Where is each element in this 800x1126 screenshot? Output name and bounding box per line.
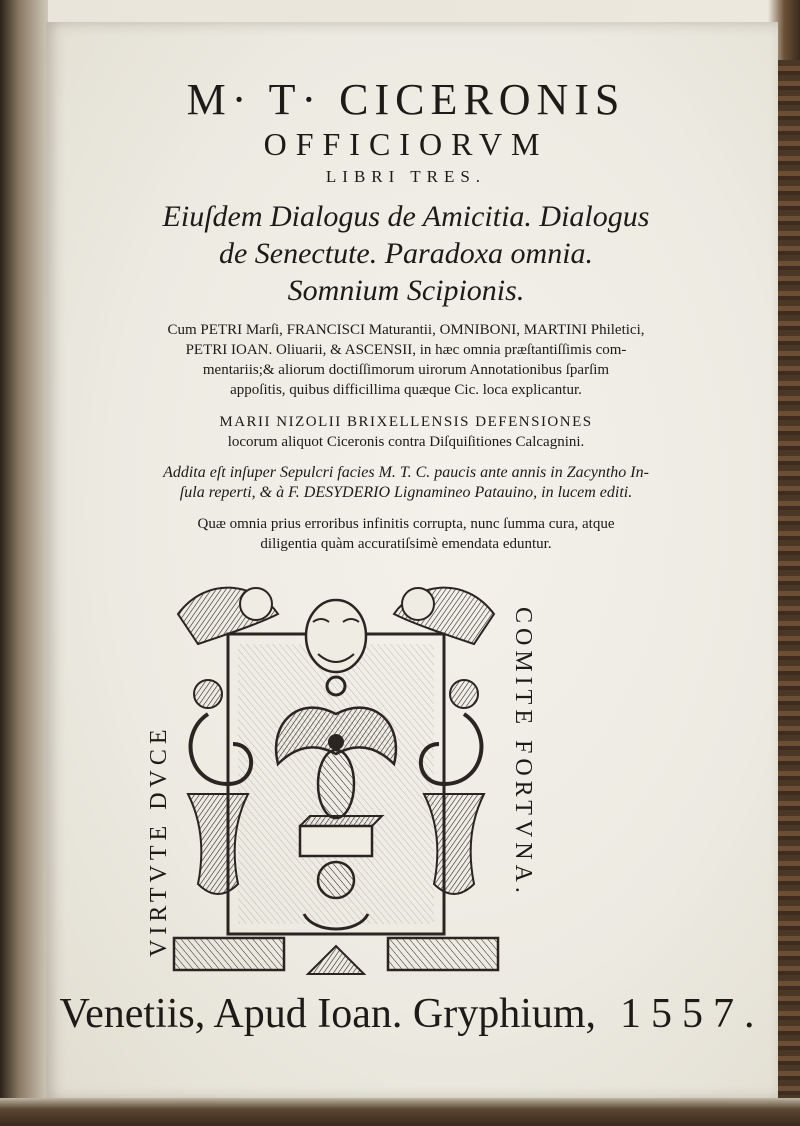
spine-shadow <box>0 0 48 1126</box>
subtitle-line-3: Somnium Scipionis. <box>287 274 525 307</box>
printer-device-woodcut <box>168 574 504 980</box>
motto-left-text: VIRTVTE DVCE <box>146 724 172 957</box>
title-page <box>46 22 778 1100</box>
defensiones-line-1: MARII NIZOLII BRIXELLENSIS DEFENSIONES <box>219 414 593 430</box>
subtitle-line-2: de Senectute. Paradoxa omnia. <box>218 237 594 270</box>
title-line-2: OFFICIORVM <box>263 126 549 162</box>
motto-right-text: COMITE FORTVNA. <box>510 607 536 898</box>
note-line-1: Quæ omnia prius erroribus infinitis corrupta, nunc ſumma cura, atque <box>197 516 615 532</box>
addita-line-2: ſula reperti, & à F. DESYDERIO Lignamineo Patauino, in lucem editi. <box>179 484 633 501</box>
commentary-line-1: Cum PETRI Marſi, FRANCISCI Maturantii, OMNIBONI, MARTINI Philetici, <box>167 322 645 338</box>
subtitle-line-1: Eiuſdem Dialogus de Amicitia. Dialogus <box>162 200 650 233</box>
note-line-2: diligentia quàm accuratiſsimè emendata eduntur. <box>260 536 552 552</box>
defensiones-line-2: locorum aliquot Ciceronis contra Diſquiſitiones Calcagnini. <box>227 434 585 450</box>
commentary-line-2: PETRI IOAN. Oliuarii, & ASCENSII, in hæc omnia præſtantiſſimis com- <box>185 342 627 358</box>
addita-line-1: Addita eſt inſuper Sepulcri facies M. T. C. paucis ante annis in Zacyntho In- <box>163 464 649 481</box>
cover-board-edge <box>778 60 800 1126</box>
imprint-place-printer: Venetiis, Apud Ioan. Gryphium, <box>59 991 597 1037</box>
imprint <box>46 990 778 1038</box>
book-bottom-edge <box>0 1098 800 1126</box>
title-line-3: LIBRI TRES. <box>325 167 487 186</box>
printer-device-motto-right <box>506 607 536 957</box>
title-line-1: M· T· CICERONIS <box>186 75 626 124</box>
commentary-line-4: appoſitis, quibus difficillima quæque Cic. loca explicantur. <box>230 382 582 398</box>
imprint-year: 1557. <box>620 991 765 1037</box>
commentary-line-3: mentariis;& aliorum doctiſſimorum uirorum Annotationibus ſparſim <box>202 362 610 378</box>
